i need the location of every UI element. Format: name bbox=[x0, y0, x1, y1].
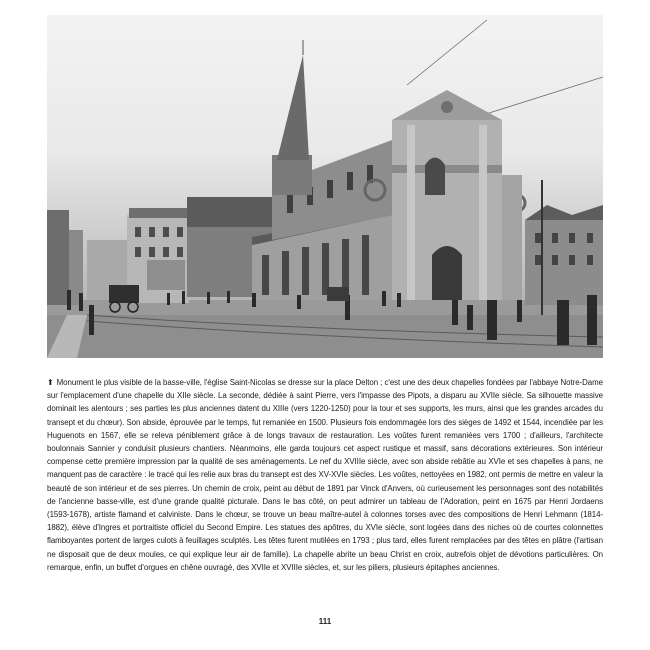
arrow-up-icon: ⬆ bbox=[47, 378, 54, 387]
page-number: 111 bbox=[318, 617, 332, 626]
caption-text: Monument le plus visible de la basse-ville, l'église Saint-Nicolas se dresse sur la place Delton ; c'est une des deux chapelles fondées par l'abbaye Notre-Dame sur l'emplacement d'une chapelle du XIIe siècle. La seconde, dédiée à saint Pierre, vers l'impasse des Pipots, a disparu au XVIIe siècle. Sa silhouette massive dominait les alentours ; ses parties les plus anciennes datent du XIIIe (vers 1220-1250) pour la tour et ses supports, les murs, ainsi que les grandes arcades du transept et du chœur). Son abside, éprouvée par le temps, fut remaniée en 1500. Plusieurs fois endommagée lors des sièges de 1492 et 1544, incendiée par les Huguenots en 1567, elle se releva péniblement grâce à de longs travaux de restauration. Les voûtes furent remaniées vers 1700 ; d'ailleurs, l'architecte boulonnais Sannier y conduisit plusieurs chantiers. Néanmoins, elle garda toujours cet aspect rustique et massif, sans décorations extérieures. Son intérieur compense cette première impression par la qualité de ses aménagements. Le nef du XVIIIe siècle, avec son abside rebâtie au XVIe et ses chapelles à pans, ne manquent pas de caractère : le tracé qui les relie aux bras du transept est des XV-XVIe siècles. Les voûtes, nettoyées en 1982, ont permis de mettre en valeur la beauté de son intérieur et de ses pierres. Un chemin de croix, peint au début de 1891 par Vinck d'Anvers, où curieusement les personnages sont des notabilités de l'ancienne basse-ville, est d'une grande qualité picturale. Dans le bas côté, on peut admirer un tableau de l'Adoration, peint en 1675 par Henri Jordaens (1593-1678), artiste flamand et calviniste. Dans le chœur, se trouve un beau maître-autel à colonnes torses avec des compositions de Henri Lehmann (1814-1882), élève d'Ingres et portraitiste officiel du Second Empire. Les statues des apôtres, du XVIe siècle, sont logées dans des niches où de courtes colonnettes flamboyantes portent de larges culots à feuillages sculptés. Les têtes furent mutilées en 1793 ; plus tard, elles furent remplacées par des têtes en plâtre (l'artisan ne disposait que de deux moules, ce qui explique leur air de famille). La chapelle abrite un beau Christ en croix, autrefois objet de dévotions particulières. On remarque, enfin, un buffet d'orgues en chêne ouvragé, des XVIIe et XVIIIe siècles, et, sur les piliers, plusieurs épitaphes anciennes. bbox=[47, 378, 603, 572]
church-photograph bbox=[47, 15, 603, 358]
photo-illustration bbox=[47, 15, 603, 358]
photo-caption bbox=[47, 376, 603, 574]
